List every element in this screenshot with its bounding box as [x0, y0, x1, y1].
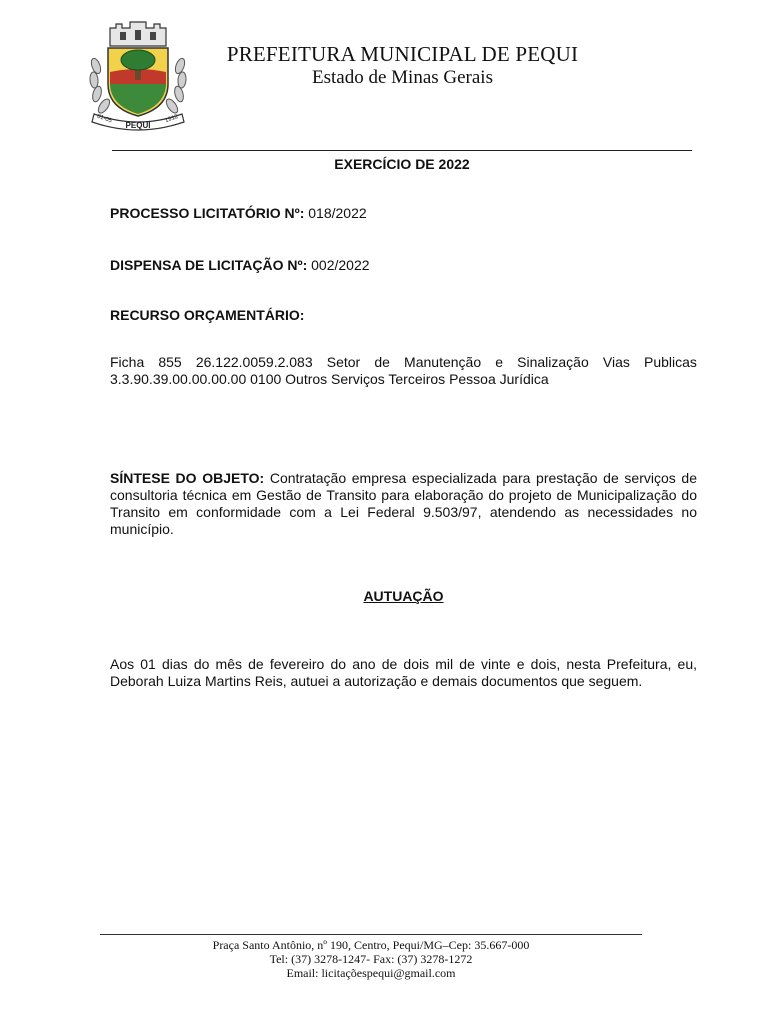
dispensa-label: DISPENSA DE LICITAÇÃO Nº: [110, 257, 308, 273]
processo-value: 018/2022 [308, 205, 367, 221]
autuacao-text: Aos 01 dias do mês de fevereiro do ano de dois mil de vinte e dois, nesta Prefeitura, eu, Deborah Luiza Martins Reis, autuei a autorização e demais documentos que seguem. [110, 656, 697, 689]
ficha-word: Sinalização [517, 354, 589, 370]
ficha-word: 26.122.0059.2.083 [195, 354, 313, 370]
ficha-word: e [495, 354, 504, 370]
ficha-word: Setor [326, 354, 361, 370]
ficha-word: Ficha [110, 354, 145, 370]
autuacao-heading: AUTUAÇÃO [363, 588, 444, 604]
processo-line [110, 205, 697, 222]
sintese-paragraph [110, 470, 697, 538]
letterhead [180, 42, 625, 90]
sintese-label: SÍNTESE DO OBJETO: [110, 470, 265, 486]
footer-divider [100, 934, 642, 935]
ficha-word: Vias [602, 354, 630, 370]
sintese-text: Contratação empresa especializada para prestação de serviços de consultoria técnica em Gestão de Transito para elaboração do projeto de Municipalização do Transito em conformidade com a Lei Federal 9.503/97, atendendo as necessidades no município. [110, 470, 697, 537]
header-divider [112, 150, 692, 151]
dispensa-line [110, 257, 697, 274]
ficha-line-2: 3.3.90.39.00.00.00.00 0100 Outros Serviços Terceiros Pessoa Jurídica [110, 371, 549, 387]
footer-email: Email: licitaçõespequi@gmail.com [286, 966, 456, 980]
crest-year-left: 01-05 [96, 113, 113, 125]
crest-ribbon-text: PEQUI [125, 121, 151, 130]
footer-phone: Tel: (37) 3278-1247- Fax: (37) 3278-1272 [269, 952, 473, 966]
exercise-year-heading: EXERCÍCIO DE 2022 [334, 156, 470, 172]
municipal-crest-logo [86, 18, 190, 136]
crest-year-right: 1912 [164, 113, 179, 125]
dispensa-value: 002/2022 [311, 257, 370, 273]
ficha-block [110, 354, 697, 388]
ficha-line-1 [110, 354, 697, 371]
ficha-word: 855 [158, 354, 182, 370]
processo-label: PROCESSO LICITATÓRIO Nº: [110, 205, 305, 221]
letterhead-subtitle: Estado de Minas Gerais [312, 67, 493, 88]
footer-address: Praça Santo Antônio, nº 190, Centro, Pequi/MG–Cep: 35.667-000 [212, 938, 530, 952]
ficha-word: Publicas [644, 354, 697, 370]
ficha-word: de [374, 354, 390, 370]
ficha-word: Manutenção [404, 354, 482, 370]
footer [100, 938, 642, 980]
autuacao-paragraph [110, 656, 697, 690]
letterhead-title: PREFEITURA MUNICIPAL DE PEQUI [226, 42, 579, 66]
recurso-line [110, 307, 697, 324]
recurso-label: RECURSO ORÇAMENTÁRIO: [110, 307, 305, 323]
